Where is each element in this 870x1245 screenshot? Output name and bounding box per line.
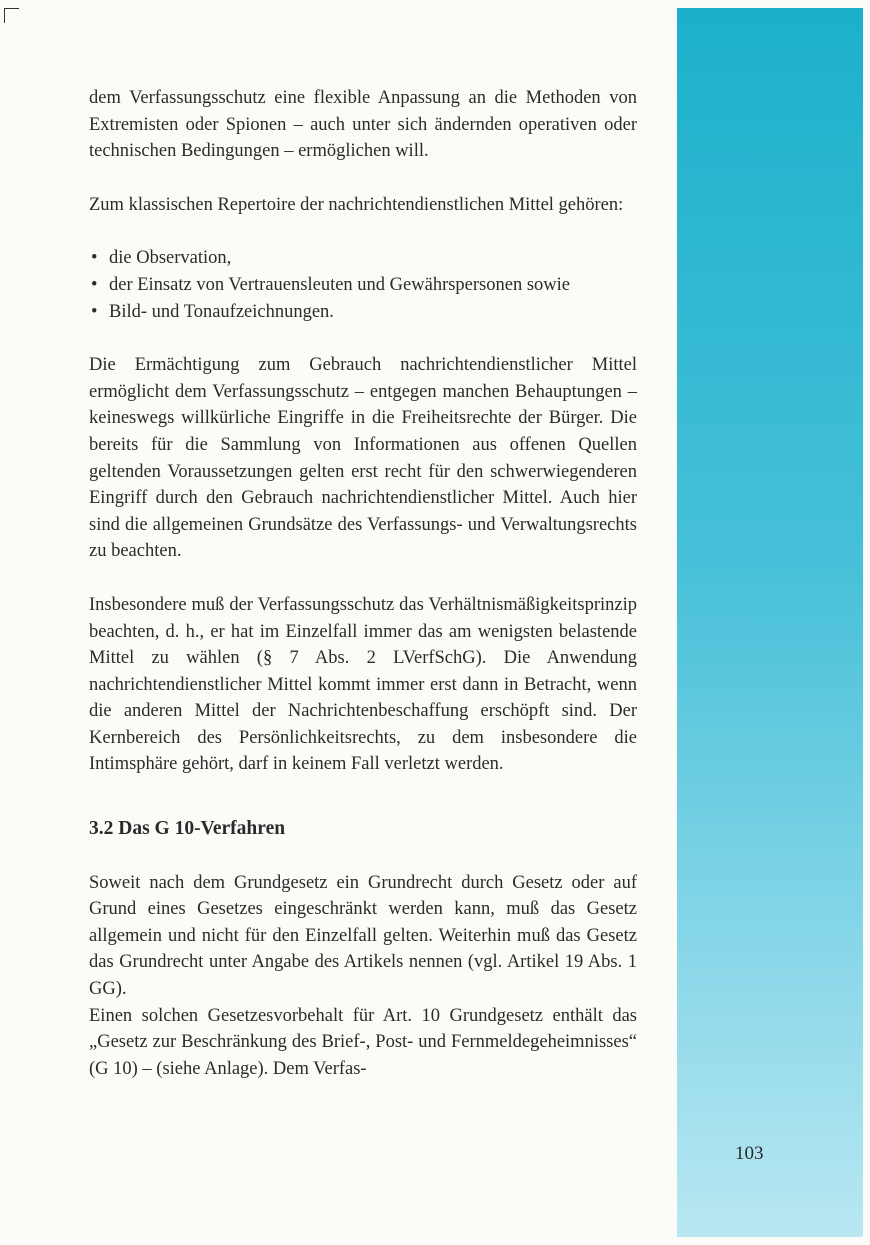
- paragraph-repertoire: Zum klassischen Repertoire der nachrichtendienstlichen Mittel gehören:: [89, 194, 624, 215]
- page-body: [89, 85, 637, 1082]
- crop-mark: [4, 8, 19, 23]
- page-number: 103: [735, 1143, 764, 1164]
- paragraph-g10: Einen solchen Gesetzesvorbehalt für Art. 10 Grundgesetz enthält das „Gesetz zur Beschränkung des Brief-, Post- und Fernmeldegeheimnisses“ (G 10) – (siehe Anlage). Dem Verfas-: [89, 1005, 637, 1079]
- paragraph-proportionality: Insbesondere muß der Verfassungsschutz das Verhältnismäßigkeitsprinzip beachten, d. h., er hat im Einzelfall immer das am wenigsten belastende Mittel zu wählen (§ 7 Abs. 2 LVerfSchG). Die Anwendung nachrichtendienstlicher Mittel kommt immer erst dann in Betracht, wenn die anderen Mittel der Nachrichtenbeschaffung erschöpft sind. Der Kernbereich des Persönlichkeitsrechts, zu dem insbesondere die Intimsphäre gehört, darf in keinem Fall verletzt werden.: [89, 594, 637, 775]
- section-heading: 3.2 Das G 10-Verfahren: [89, 818, 286, 840]
- list-item: • die Observation,: [89, 245, 637, 272]
- list-item: • der Einsatz von Vertrauensleuten und Gewährspersonen sowie: [89, 272, 637, 299]
- decorative-side-band: [677, 8, 863, 1237]
- list-item: • Bild- und Tonaufzeichnungen.: [89, 299, 637, 326]
- paragraph-basic-law: Soweit nach dem Grundgesetz ein Grundrecht durch Gesetz oder auf Grund eines Gesetzes eingeschränkt werden kann, muß das Gesetz allgemein und nicht für den Einzelfall gelten. Weiterhin muß das Gesetz das Grundrecht unter Angabe des Artikels nennen (vgl. Artikel 19 Abs. 1 GG).: [89, 872, 637, 1000]
- paragraph-authorization: Die Ermächtigung zum Gebrauch nachrichtendienstlicher Mittel ermöglicht dem Verfassungsschutz – entgegen manchen Behauptungen – keineswegs willkürliche Eingriffe in die Freiheitsrechte der Bürger. Die bereits für die Sammlung von Informationen aus offenen Quellen geltenden Voraussetzungen gelten erst recht für den schwerwiegenderen Eingriff durch den Gebrauch nachrichtendienstlicher Mittel. Auch hier sind die allgemeinen Grundsätze des Verfassungs- und Verwaltungsrechts zu beachten.: [89, 355, 637, 562]
- paragraph-intro: dem Verfassungsschutz eine flexible Anpassung an die Methoden von Extremisten oder Spionen – auch unter sich ändernden operativen oder technischen Bedingungen – ermöglichen will.: [89, 88, 637, 162]
- means-list: [89, 245, 637, 325]
